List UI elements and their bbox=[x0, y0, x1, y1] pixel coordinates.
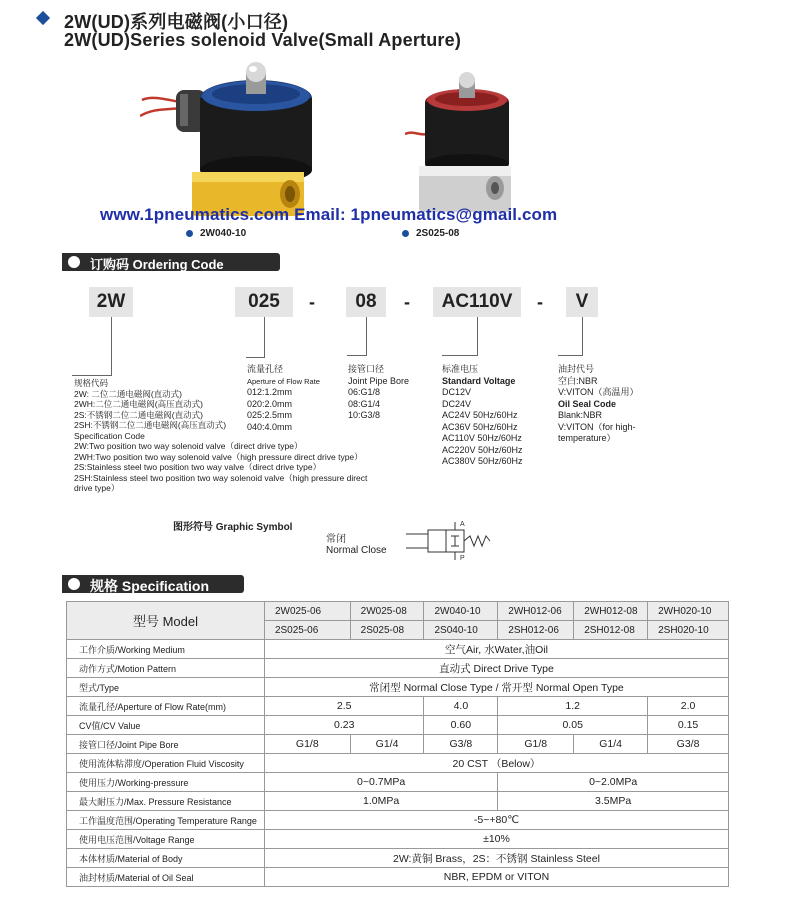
connector-line bbox=[558, 355, 583, 356]
table-row: 工作温度范围/Operating Temperature Range -5~+80℃ bbox=[67, 811, 729, 830]
table-row: CV值/CV Value 0.23 0.60 0.05 0.15 bbox=[67, 716, 729, 735]
table-row: 动作方式/Motion Pattern 直动式 Direct Drive Type bbox=[67, 659, 729, 678]
code-seal: V bbox=[566, 287, 598, 317]
connector-line bbox=[442, 355, 478, 356]
code-separator: - bbox=[537, 292, 543, 312]
table-row: 油封材质/Material of Oil Seal NBR, EPDM or VITON bbox=[67, 868, 729, 887]
table-row: 工作介质/Working Medium 空气Air, 水Water,油Oil bbox=[67, 640, 729, 659]
connector-line bbox=[264, 317, 265, 357]
port-p-label: P bbox=[460, 555, 465, 562]
spec-section-header bbox=[62, 575, 244, 593]
title-en: 2W(UD)Series solenoid Valve(Small Aperture) bbox=[64, 30, 462, 50]
bullet-dot-icon bbox=[402, 230, 409, 237]
table-row: 型式/Type 常闭型 Normal Close Type / 常开型 Normal Open Type bbox=[67, 678, 729, 697]
connector-line bbox=[366, 317, 367, 355]
product-caption-1: 2W040-10 bbox=[200, 228, 247, 239]
table-row: 型号 Model 2W025-06 2W025-08 2W040-10 2WH012-06 2WH012-08 2WH020-10 bbox=[67, 602, 729, 621]
section-bullet-icon bbox=[68, 578, 80, 590]
table-row: 接管口径/Joint Pipe Bore G1/8 G1/4 G3/8 G1/8 G1/4 G3/8 bbox=[67, 735, 729, 754]
code-joint: 08 bbox=[346, 287, 386, 317]
bullet-diamond-icon bbox=[36, 11, 50, 25]
code-aperture: 025 bbox=[235, 287, 293, 317]
connector-line bbox=[111, 317, 112, 375]
table-row: 使用压力/Working-pressure 0~0.7MPa 0~2.0MPa bbox=[67, 773, 729, 792]
table-row: 使用电压范围/Voltage Range ±10% bbox=[67, 830, 729, 849]
valve-steel-image bbox=[405, 72, 525, 222]
connector-line bbox=[347, 355, 367, 356]
joint-legend: 接管口径 Joint Pipe Bore 06:G1/8 08:G1/4 10:G3/8 bbox=[348, 364, 410, 420]
valve-brass-image bbox=[140, 58, 320, 228]
connector-line bbox=[72, 375, 112, 376]
connector-line bbox=[582, 317, 583, 355]
table-row: 本体材质/Material of Body 2W:黄铜 Brass，2S：不锈钢 Stainless Steel bbox=[67, 849, 729, 868]
section-bullet-icon bbox=[68, 256, 80, 268]
watermark-text: www.1pneumatics.com Email: 1pneumatics@gmail.com bbox=[100, 205, 558, 224]
code-separator: - bbox=[309, 292, 315, 312]
graphic-symbol-title: 图形符号 Graphic Symbol bbox=[173, 522, 293, 533]
connector-line bbox=[477, 317, 478, 355]
code-voltage: AC110V bbox=[433, 287, 521, 317]
spec-code-legend: 规格代码 2W: 二位二通电磁阀(直动式) 2WH:二位二通电磁阀(高压直动式) 2S:不锈钢二位二通电磁阀(直动式) 2SH:不锈钢二位二通电磁阀(高压直动式) Specification Code 2W:Two position two way solenoid valve（direct drive type） 2WH:Two position two way solenoid valve（high pressure direct drive type） 2S:Stainless steel two position two way valve（direct drive type） 2SH:Stainless steel two position two way solenoid valve（high pressure direct drive type） bbox=[74, 378, 368, 493]
graphic-label-en: Normal Close bbox=[326, 545, 387, 556]
aperture-legend: 流量孔径 Aperture of Flow Rate 012:1.2mm 020:2.0mm 025:2.5mm 040:4.0mm bbox=[247, 364, 320, 432]
table-row: 使用流体粘滞度/Operation Fluid Viscosity 20 CST （Below） bbox=[67, 754, 729, 773]
graphic-label-cn: 常闭 bbox=[326, 534, 346, 545]
code-separator: - bbox=[404, 292, 410, 312]
spec-section-title: 规格 Specification bbox=[90, 578, 210, 594]
connector-line bbox=[246, 357, 265, 358]
product-caption-2: 2S025-08 bbox=[416, 228, 460, 239]
table-row: 2S025-06 2S025-08 2S040-10 2SH012-06 2SH012-08 2SH020-10 bbox=[67, 621, 729, 640]
ordering-section-title: 订购码 Ordering Code bbox=[90, 257, 224, 272]
table-row: 最大耐压力/Max. Pressure Resistance 1.0MPa 3.5MPa bbox=[67, 792, 729, 811]
spec-table bbox=[66, 601, 729, 887]
model-label: 型号 Model bbox=[67, 602, 265, 640]
ordering-section-header bbox=[62, 253, 280, 271]
seal-legend: 油封代号 空白:NBR V:VITON（高温用） Oil Seal Code Blank:NBR V:VITON（for high- temperature） bbox=[558, 364, 639, 443]
title-cn: 2W(UD)系列电磁阀(小口径) bbox=[64, 12, 289, 32]
voltage-legend: 标准电压 Standard Voltage DC12V DC24V AC24V 50Hz/60Hz AC36V 50Hz/60Hz AC110V 50Hz/60Hz AC220V 50Hz/60Hz AC380V 50Hz/60Hz bbox=[442, 364, 523, 466]
port-a-label: A bbox=[460, 521, 465, 528]
code-series: 2W bbox=[89, 287, 133, 317]
bullet-dot-icon bbox=[186, 230, 193, 237]
valve-symbol-icon bbox=[402, 518, 502, 562]
table-row: 流量孔径/Aperture of Flow Rate(mm) 2.5 4.0 1.2 2.0 bbox=[67, 697, 729, 716]
